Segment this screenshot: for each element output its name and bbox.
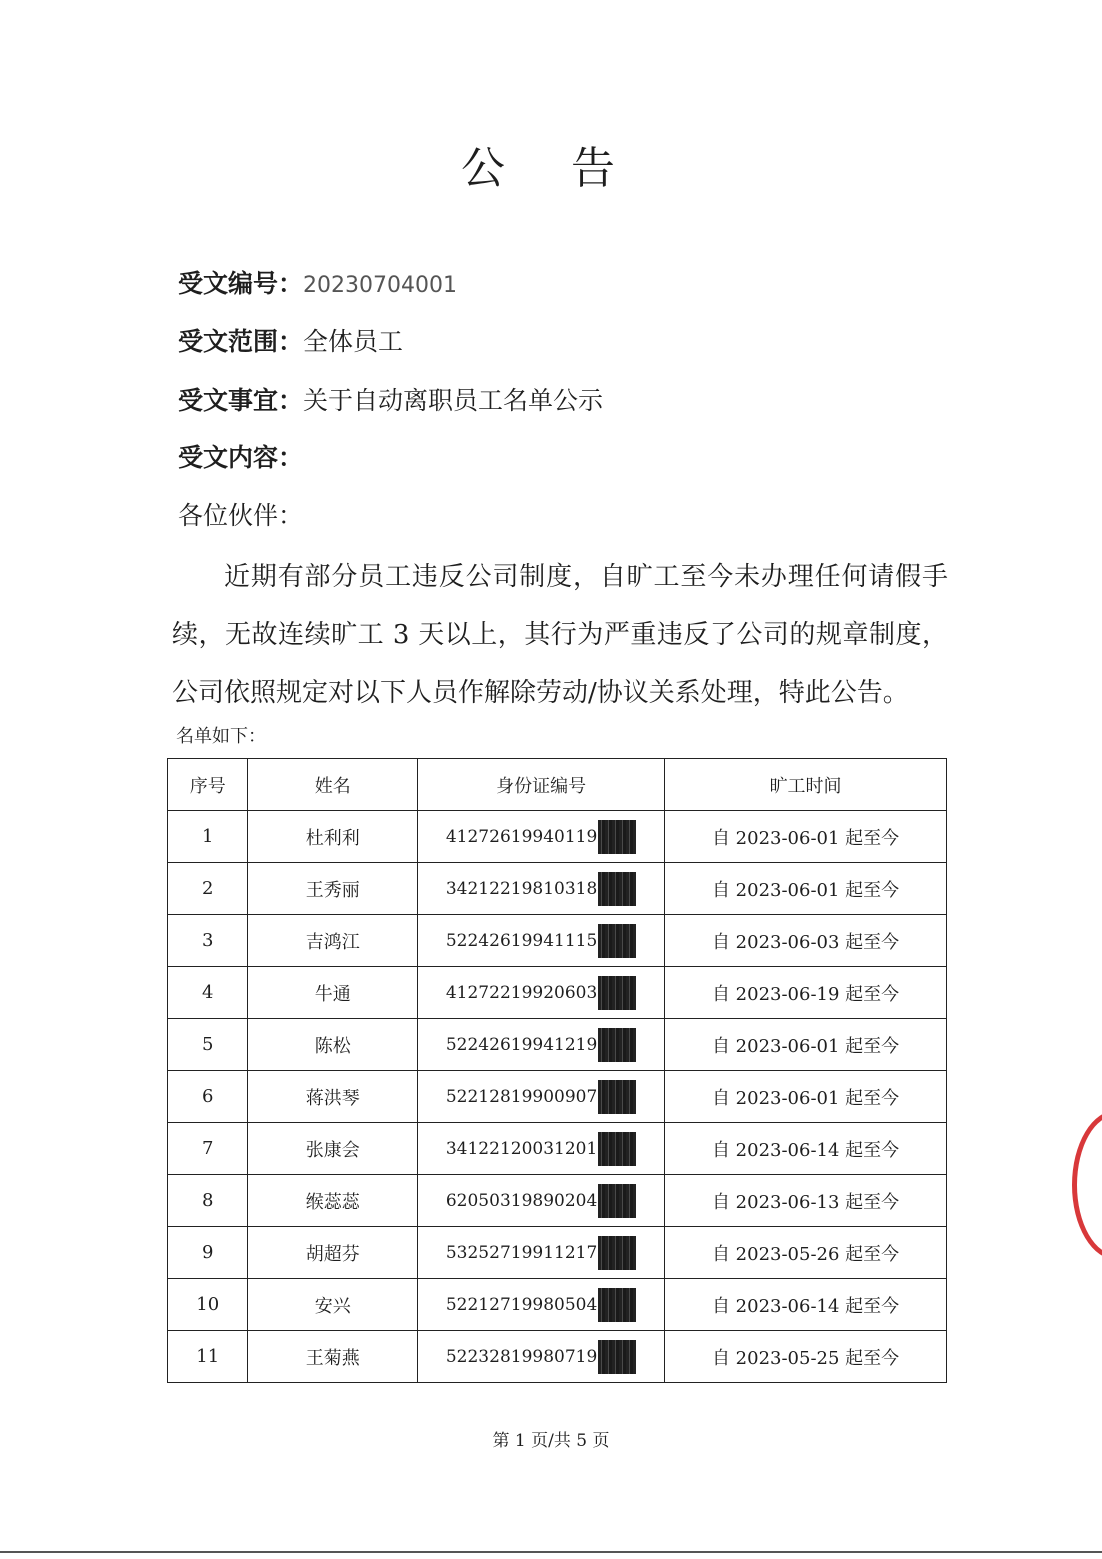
seq-cell: 10	[168, 1279, 248, 1331]
id-number: 41272619940119	[445, 826, 598, 847]
seq-cell: 3	[168, 915, 248, 967]
seq-cell: 2	[168, 863, 248, 915]
time-cell: 自 2023-06-01 起至今	[665, 811, 947, 863]
time-cell: 自 2023-06-01 起至今	[665, 1019, 947, 1071]
redaction-block	[598, 1080, 636, 1114]
page-title: 公 告	[461, 143, 641, 194]
name-cell: 杜利利	[248, 811, 418, 863]
scan-edge-line	[0, 1551, 1102, 1553]
redaction-block	[598, 1028, 636, 1062]
seq-cell: 5	[168, 1019, 248, 1071]
table-row	[168, 915, 947, 967]
id-number: 53252719911217	[445, 1242, 598, 1263]
redaction-block	[598, 1340, 636, 1374]
page-footer: 第 1 页/共 5 页	[492, 1431, 610, 1451]
seq-cell: 11	[168, 1331, 248, 1383]
content-field	[178, 438, 303, 474]
table-row	[168, 863, 947, 915]
seq-cell: 9	[168, 1227, 248, 1279]
name-cell: 张康会	[248, 1123, 418, 1175]
name-cell: 王菊燕	[248, 1331, 418, 1383]
subject-field	[178, 381, 603, 417]
time-cell: 自 2023-05-26 起至今	[665, 1227, 947, 1279]
redaction-block	[598, 1236, 636, 1270]
redaction-block	[598, 1184, 636, 1218]
time-cell: 自 2023-05-25 起至今	[665, 1331, 947, 1383]
seq-cell: 7	[168, 1123, 248, 1175]
doc-number-field	[178, 264, 457, 300]
doc-number-label: 受文编号：	[178, 269, 304, 298]
name-cell: 胡超芬	[248, 1227, 418, 1279]
subject-value: 关于自动离职员工名单公示	[303, 386, 604, 415]
name-cell: 吉鸿江	[248, 915, 418, 967]
id-number: 52232819980719	[445, 1346, 598, 1367]
id-cell	[418, 915, 665, 967]
table-row	[168, 811, 947, 863]
table-row	[168, 1019, 947, 1071]
id-cell	[418, 1279, 665, 1331]
notice-paragraph: 近期有部分员工违反公司制度，自旷工至今未办理任何请假手续，无故连续旷工 3 天以上，其行为严重违反了公司的规章制度，公司依照规定对以下人员作解除劳动/协议关系处理，特此公告。	[172, 562, 948, 708]
header-name: 姓名	[248, 759, 418, 811]
time-cell: 自 2023-06-14 起至今	[665, 1123, 947, 1175]
id-cell	[418, 811, 665, 863]
id-cell	[418, 1227, 665, 1279]
table-row	[168, 1071, 947, 1123]
header-time: 旷工时间	[665, 759, 947, 811]
table-row	[168, 1227, 947, 1279]
header-id: 身份证编号	[418, 759, 665, 811]
id-cell	[418, 967, 665, 1019]
id-cell	[418, 1071, 665, 1123]
time-cell: 自 2023-06-19 起至今	[665, 967, 947, 1019]
id-cell	[418, 863, 665, 915]
seq-cell: 6	[168, 1071, 248, 1123]
subject-label: 受文事宜：	[178, 386, 304, 415]
greeting: 各位伙伴：	[178, 501, 304, 530]
time-cell: 自 2023-06-01 起至今	[665, 863, 947, 915]
seq-cell: 4	[168, 967, 248, 1019]
seq-cell: 8	[168, 1175, 248, 1227]
redaction-block	[598, 976, 636, 1010]
redaction-block	[598, 820, 636, 854]
id-number: 34122120031201	[445, 1138, 598, 1159]
name-cell: 安兴	[248, 1279, 418, 1331]
scope-value: 全体员工	[303, 327, 404, 356]
table-row	[168, 1175, 947, 1227]
id-number: 41272219920603	[445, 982, 598, 1003]
content-label: 受文内容：	[178, 443, 304, 472]
roster-body	[168, 811, 947, 1383]
id-cell	[418, 1175, 665, 1227]
id-number: 52212719980504	[445, 1294, 598, 1315]
name-cell: 王秀丽	[248, 863, 418, 915]
doc-number-value: 20230704001	[303, 273, 457, 298]
scope-label: 受文范围：	[178, 327, 304, 356]
id-cell	[418, 1123, 665, 1175]
id-number: 62050319890204	[445, 1190, 598, 1211]
redaction-block	[598, 872, 636, 906]
table-header-row	[168, 759, 947, 811]
redaction-block	[598, 1132, 636, 1166]
time-cell: 自 2023-06-13 起至今	[665, 1175, 947, 1227]
id-number: 52242619941219	[445, 1034, 598, 1055]
time-cell: 自 2023-06-14 起至今	[665, 1279, 947, 1331]
time-cell: 自 2023-06-03 起至今	[665, 915, 947, 967]
id-number: 34212219810318	[445, 878, 598, 899]
company-seal	[1072, 1110, 1102, 1260]
table-row	[168, 1331, 947, 1383]
name-cell: 牛通	[248, 967, 418, 1019]
id-cell	[418, 1331, 665, 1383]
redaction-block	[598, 1288, 636, 1322]
redaction-block	[598, 924, 636, 958]
scope-field	[178, 322, 403, 358]
table-row	[168, 1279, 947, 1331]
seq-cell: 1	[168, 811, 248, 863]
id-cell	[418, 1019, 665, 1071]
name-cell: 陈松	[248, 1019, 418, 1071]
roster-table	[167, 758, 947, 1383]
id-number: 52242619941115	[445, 930, 598, 951]
table-row	[168, 1123, 947, 1175]
name-cell: 蒋洪琴	[248, 1071, 418, 1123]
header-seq: 序号	[168, 759, 248, 811]
id-number: 52212819900907	[445, 1086, 598, 1107]
table-row	[168, 967, 947, 1019]
list-label: 名单如下：	[176, 726, 266, 747]
name-cell: 缑蕊蕊	[248, 1175, 418, 1227]
time-cell: 自 2023-06-01 起至今	[665, 1071, 947, 1123]
